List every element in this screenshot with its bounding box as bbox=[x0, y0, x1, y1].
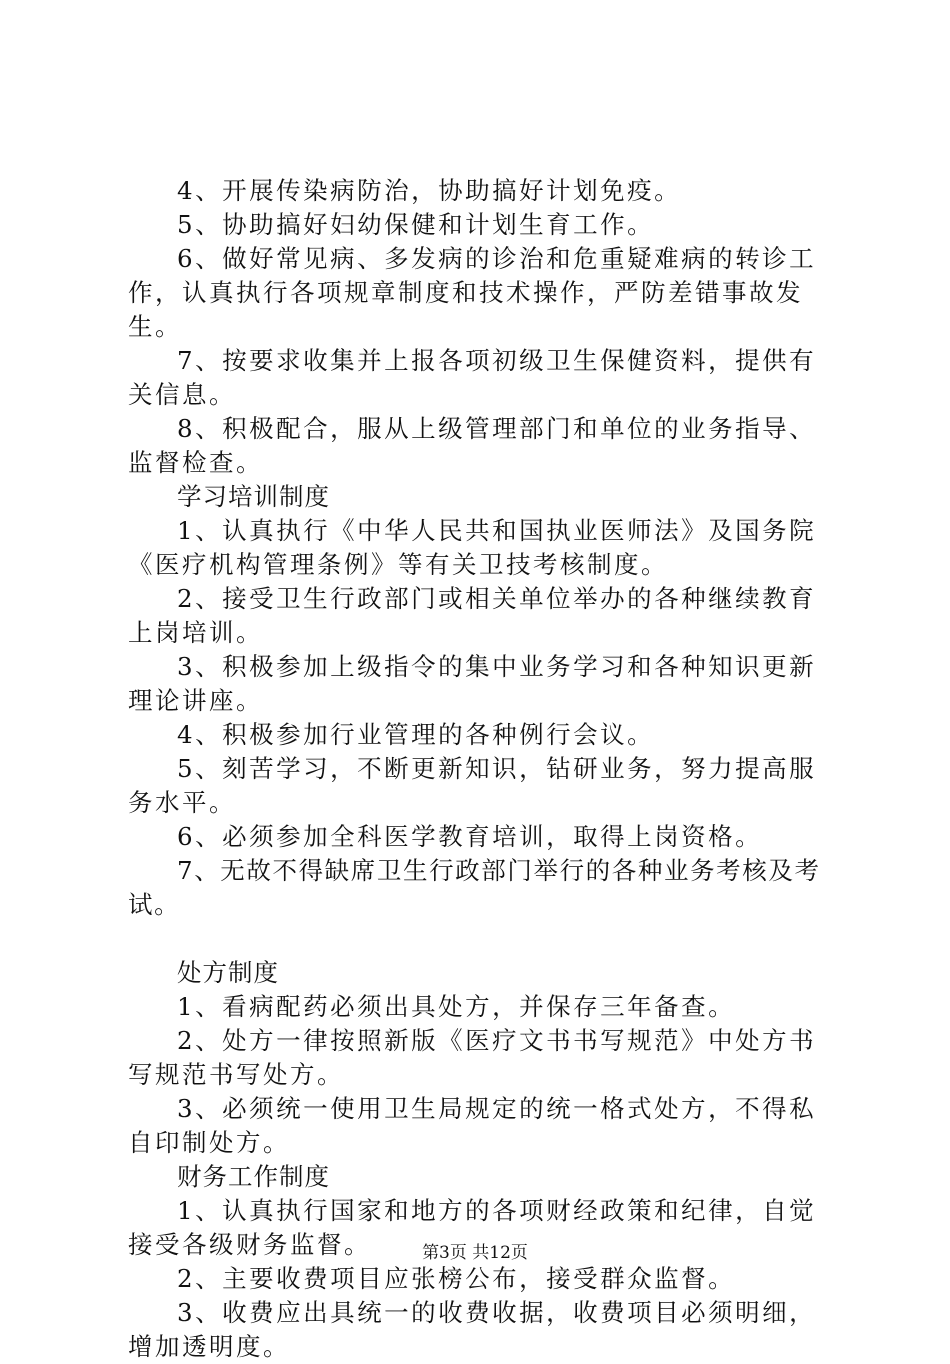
section2-item: 2、接受卫生行政部门或相关单位举办的各种继续教育上岗培训。 bbox=[128, 584, 817, 647]
section4-item: 2、主要收费项目应张榜公布，接受群众监督。 bbox=[177, 1264, 736, 1293]
section2-item: 7、无故不得缺席卫生行政部门举行的各种业务考核及考试。 bbox=[128, 856, 821, 919]
section-spacer bbox=[128, 922, 840, 956]
section2-item: 1、认真执行《中华人民共和国执业医师法》及国务院《医疗机构管理条例》等有关卫技考核制度。 bbox=[128, 516, 817, 579]
section2-item: 6、必须参加全科医学教育培训，取得上岗资格。 bbox=[177, 822, 763, 851]
section-heading-finance: 财务工作制度 bbox=[177, 1162, 330, 1191]
section4-item: 3、收费应出具统一的收费收据，收费项目必须明细，增加透明度。 bbox=[128, 1298, 817, 1361]
section1-item: 8、积极配合，服从上级管理部门和单位的业务指导、监督检查。 bbox=[128, 414, 817, 477]
section4-item: 1、认真执行国家和地方的各项财经政策和纪律，自觉接受各级财务监督。 bbox=[128, 1196, 817, 1259]
section2-item: 3、积极参加上级指令的集中业务学习和各种知识更新理论讲座。 bbox=[128, 652, 817, 715]
section2-item: 5、刻苦学习，不断更新知识，钻研业务，努力提高服务水平。 bbox=[128, 754, 817, 817]
section3-item: 2、处方一律按照新版《医疗文书书写规范》中处方书写规范书写处方。 bbox=[128, 1026, 817, 1089]
section1-item: 4、开展传染病防治，协助搞好计划免疫。 bbox=[177, 176, 682, 205]
section-heading-study-training: 学习培训制度 bbox=[177, 482, 330, 511]
section3-item: 1、看病配药必须出具处方，并保存三年备查。 bbox=[177, 992, 736, 1021]
section1-item: 5、协助搞好妇幼保健和计划生育工作。 bbox=[177, 210, 655, 239]
page-number-footer: 第3页 共12页 bbox=[422, 1243, 528, 1263]
section3-item: 3、必须统一使用卫生局规定的统一格式处方，不得私自印制处方。 bbox=[128, 1094, 817, 1157]
section-heading-prescription: 处方制度 bbox=[177, 958, 279, 987]
section2-item: 4、积极参加行业管理的各种例行会议。 bbox=[177, 720, 655, 749]
section1-item: 7、按要求收集并上报各项初级卫生保健资料，提供有关信息。 bbox=[128, 346, 817, 409]
section1-item: 6、做好常见病、多发病的诊治和危重疑难病的转诊工作，认真执行各项规章制度和技术操作，严防差错事故发生。 bbox=[128, 244, 817, 341]
document-body bbox=[128, 174, 840, 1364]
